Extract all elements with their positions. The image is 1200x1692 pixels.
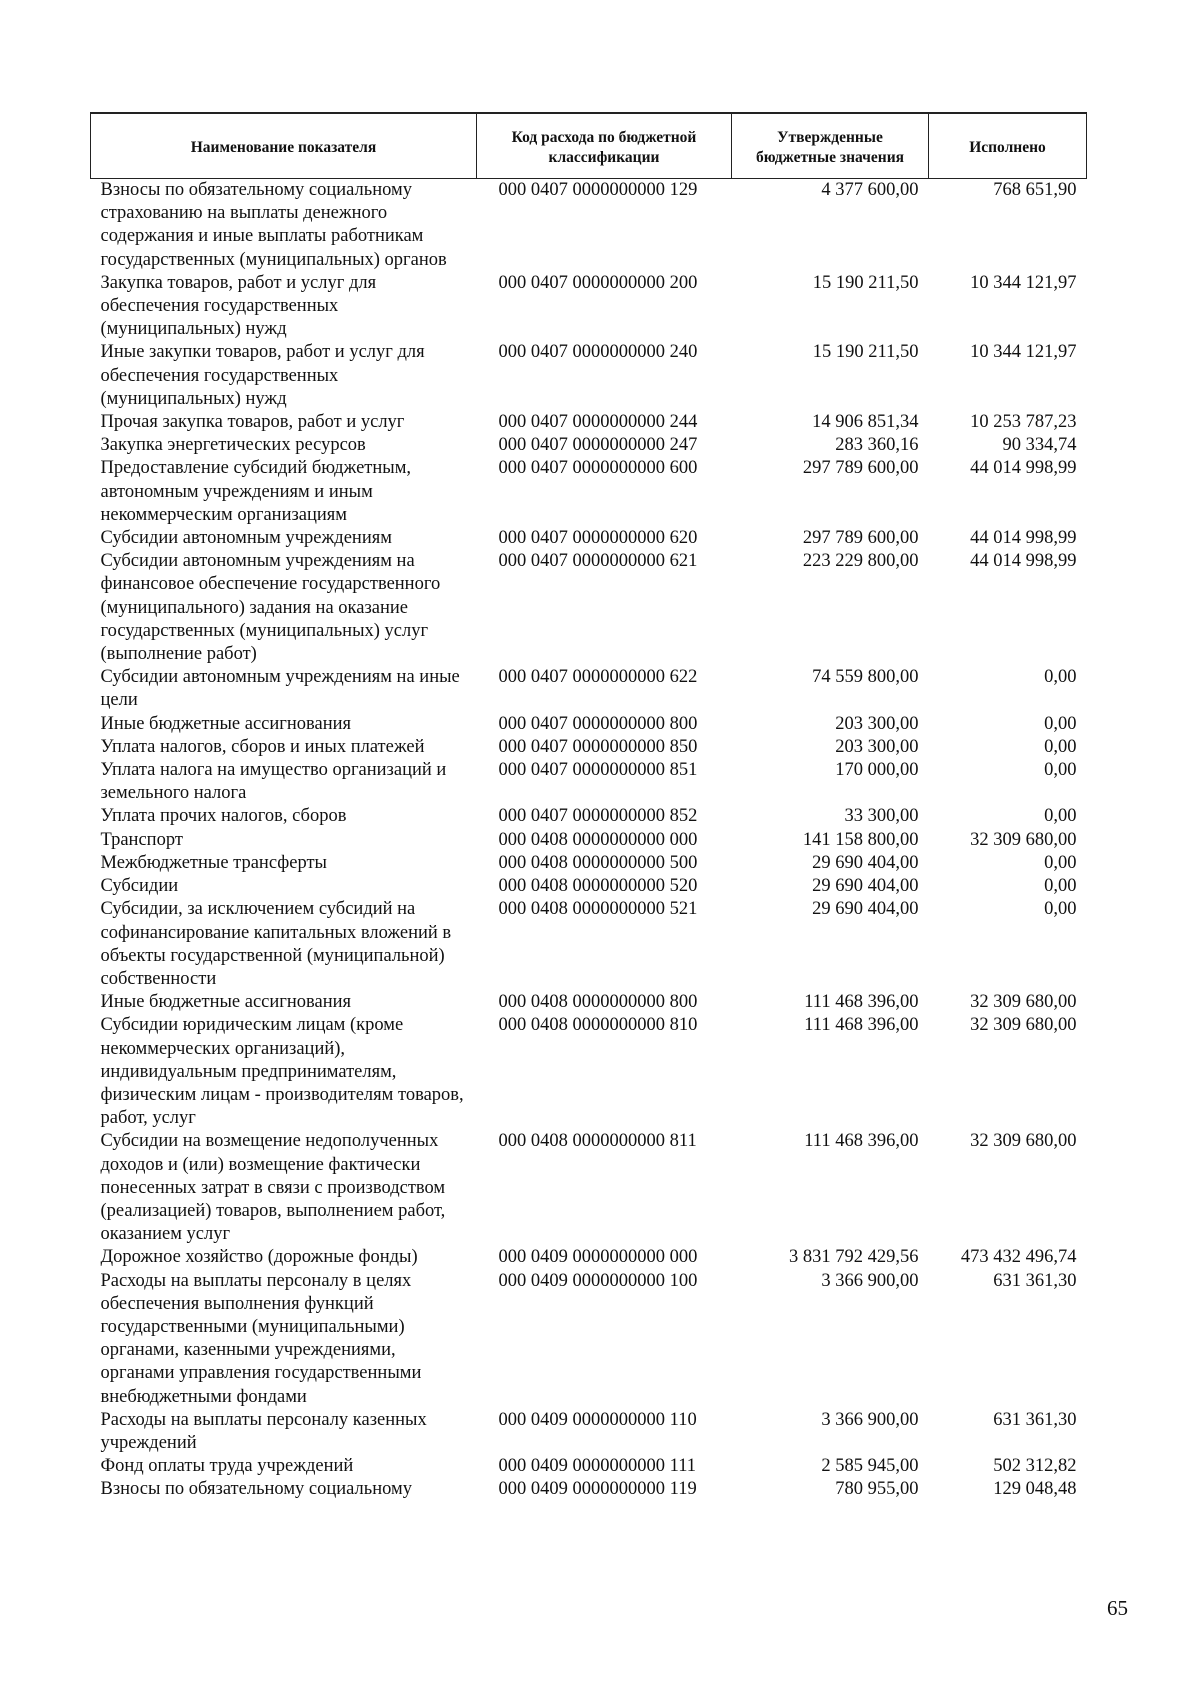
cell-name: Иные бюджетные ассигнования xyxy=(100,992,352,1013)
cell-name: Расходы на выплаты персоналу в целях обеспечения выполнения функций государственными (муниципальными) органами, казенными учреждениями, органами управления государственными внебюджетными фондами xyxy=(100,1270,422,1407)
cell-approved: 141 158 800,00 xyxy=(802,829,919,850)
cell-executed: 0,00 xyxy=(1044,876,1077,897)
cell-name: Взносы по обязательному социальному страхованию на выплаты денежного содержания и иные выплаты работникам государственных (муниципальных) органов xyxy=(100,180,447,270)
cell-name: Расходы на выплаты персоналу казенных учреждений xyxy=(100,1409,427,1453)
cell-approved: 74 559 800,00 xyxy=(812,667,919,688)
cell-code: 000 0407 0000000000 600 xyxy=(498,458,698,479)
cell-executed: 32 309 680,00 xyxy=(970,992,1077,1013)
cell-approved: 29 690 404,00 xyxy=(812,852,919,873)
table-row xyxy=(91,1455,1087,1478)
cell-executed: 0,00 xyxy=(1044,667,1077,688)
cell-approved: 33 300,00 xyxy=(844,806,919,827)
cell-name: Субсидии автономным учреждениям xyxy=(100,528,392,549)
cell-executed: 768 651,90 xyxy=(993,180,1077,200)
table-row xyxy=(91,341,1087,411)
cell-executed: 473 432 496,74 xyxy=(960,1247,1077,1268)
cell-executed: 44 014 998,99 xyxy=(970,458,1077,479)
cell-approved: 283 360,16 xyxy=(835,435,919,456)
cell-approved: 297 789 600,00 xyxy=(802,458,919,479)
cell-code: 000 0407 0000000000 621 xyxy=(498,551,698,572)
cell-name: Субсидии на возмещение недополученных доходов и (или) возмещение фактически понесенных затрат в связи с производством (реализацией) товаров, выполнением работ, оказанием услуг xyxy=(100,1131,446,1245)
table-row xyxy=(91,991,1087,1014)
cell-executed: 32 309 680,00 xyxy=(970,1015,1077,1036)
cell-code: 000 0408 0000000000 000 xyxy=(498,829,698,850)
cell-name: Предоставление субсидий бюджетным, автономным учреждениям и иным некоммерческим организациям xyxy=(100,458,412,525)
cell-approved: 223 229 800,00 xyxy=(802,551,919,572)
table-row xyxy=(91,736,1087,759)
table-body xyxy=(91,179,1087,1502)
cell-name: Субсидии xyxy=(100,876,179,897)
cell-code: 000 0408 0000000000 811 xyxy=(498,1131,697,1152)
table-header xyxy=(91,113,1087,179)
table-row xyxy=(91,1246,1087,1269)
table-row xyxy=(91,527,1087,550)
table-row xyxy=(91,829,1087,852)
cell-approved: 15 190 211,50 xyxy=(812,342,919,363)
table-row xyxy=(91,272,1087,342)
table-row xyxy=(91,179,1087,272)
cell-approved: 29 690 404,00 xyxy=(812,876,919,897)
cell-executed: 44 014 998,99 xyxy=(970,528,1077,549)
cell-name: Уплата налога на имущество организаций и земельного налога xyxy=(100,760,447,804)
cell-code: 000 0408 0000000000 521 xyxy=(498,899,698,920)
cell-executed: 0,00 xyxy=(1044,760,1077,781)
cell-executed: 129 048,48 xyxy=(993,1479,1077,1500)
table-row xyxy=(91,898,1087,991)
table-row xyxy=(91,411,1087,434)
table-row xyxy=(91,666,1087,712)
cell-name: Субсидии, за исключением субсидий на софинансирование капитальных вложений в объекты государственной (муниципальной) собственности xyxy=(100,899,452,989)
header-approved: Утвержденные бюджетные значения xyxy=(732,113,929,179)
cell-approved: 203 300,00 xyxy=(835,736,919,757)
cell-code: 000 0407 0000000000 851 xyxy=(498,760,698,781)
cell-code: 000 0407 0000000000 622 xyxy=(498,667,698,688)
cell-approved: 15 190 211,50 xyxy=(812,272,919,293)
cell-code: 000 0409 0000000000 111 xyxy=(498,1456,697,1477)
cell-name: Фонд оплаты труда учреждений xyxy=(100,1456,354,1477)
table-row xyxy=(91,550,1087,666)
cell-executed: 502 312,82 xyxy=(993,1456,1077,1477)
header-executed: Исполнено xyxy=(929,113,1087,179)
table-row xyxy=(91,457,1087,527)
cell-approved: 2 585 945,00 xyxy=(821,1456,919,1477)
cell-approved: 780 955,00 xyxy=(835,1479,919,1500)
cell-approved: 29 690 404,00 xyxy=(812,899,919,920)
table-row xyxy=(91,852,1087,875)
table-row xyxy=(91,1478,1087,1501)
cell-executed: 0,00 xyxy=(1044,806,1077,827)
cell-executed: 10 344 121,97 xyxy=(970,272,1077,293)
cell-executed: 0,00 xyxy=(1044,852,1077,873)
cell-name: Закупка энергетических ресурсов xyxy=(100,435,366,456)
cell-approved: 203 300,00 xyxy=(835,713,919,734)
header-name: Наименование показателя xyxy=(91,113,477,179)
cell-approved: 4 377 600,00 xyxy=(821,180,919,200)
cell-executed: 0,00 xyxy=(1044,736,1077,757)
cell-code: 000 0409 0000000000 000 xyxy=(498,1247,698,1268)
cell-name: Дорожное хозяйство (дорожные фонды) xyxy=(100,1247,418,1268)
cell-name: Иные закупки товаров, работ и услуг для обеспечения государственных (муниципальных) нужд xyxy=(100,342,425,409)
cell-code: 000 0409 0000000000 119 xyxy=(498,1479,697,1500)
cell-code: 000 0409 0000000000 110 xyxy=(498,1409,697,1430)
table-row xyxy=(91,434,1087,457)
cell-code: 000 0408 0000000000 520 xyxy=(498,876,698,897)
cell-approved: 3 366 900,00 xyxy=(821,1270,919,1291)
cell-executed: 10 344 121,97 xyxy=(970,342,1077,363)
cell-code: 000 0407 0000000000 247 xyxy=(498,435,698,456)
cell-executed: 90 334,74 xyxy=(1002,435,1077,456)
cell-code: 000 0407 0000000000 129 xyxy=(498,180,698,200)
cell-name: Взносы по обязательному социальному xyxy=(100,1479,412,1500)
cell-approved: 170 000,00 xyxy=(835,760,919,781)
cell-code: 000 0409 0000000000 100 xyxy=(498,1270,698,1291)
cell-code: 000 0407 0000000000 850 xyxy=(498,736,698,757)
cell-code: 000 0408 0000000000 810 xyxy=(498,1015,698,1036)
table-row xyxy=(91,875,1087,898)
cell-name: Транспорт xyxy=(100,829,183,850)
cell-name: Субсидии автономным учреждениям на иные цели xyxy=(100,667,460,711)
cell-executed: 32 309 680,00 xyxy=(970,1131,1077,1152)
cell-executed: 32 309 680,00 xyxy=(970,829,1077,850)
table-row xyxy=(91,1409,1087,1455)
cell-executed: 0,00 xyxy=(1044,713,1077,734)
cell-approved: 111 468 396,00 xyxy=(804,1015,919,1036)
table-row xyxy=(91,713,1087,736)
cell-code: 000 0407 0000000000 240 xyxy=(498,342,698,363)
budget-table xyxy=(90,112,1087,1502)
cell-approved: 14 906 851,34 xyxy=(812,412,919,433)
cell-code: 000 0407 0000000000 620 xyxy=(498,528,698,549)
table-row xyxy=(91,1014,1087,1130)
header-code: Код расхода по бюджетной классификации xyxy=(477,113,732,179)
cell-code: 000 0408 0000000000 800 xyxy=(498,992,698,1013)
cell-name: Иные бюджетные ассигнования xyxy=(100,713,352,734)
cell-approved: 3 366 900,00 xyxy=(821,1409,919,1430)
table-row xyxy=(91,1270,1087,1409)
table-row xyxy=(91,805,1087,828)
cell-code: 000 0408 0000000000 500 xyxy=(498,852,698,873)
cell-code: 000 0407 0000000000 852 xyxy=(498,806,698,827)
cell-name: Субсидии юридическим лицам (кроме некоммерческих организаций), индивидуальным предпринимателям, физическим лицам - производителям товаров, работ, услуг xyxy=(100,1015,464,1129)
table-row xyxy=(91,759,1087,805)
cell-approved: 297 789 600,00 xyxy=(802,528,919,549)
cell-executed: 44 014 998,99 xyxy=(970,551,1077,572)
cell-name: Межбюджетные трансферты xyxy=(100,852,327,873)
cell-code: 000 0407 0000000000 800 xyxy=(498,713,698,734)
cell-executed: 631 361,30 xyxy=(993,1270,1077,1291)
page-number: 65 xyxy=(1107,1596,1128,1620)
cell-executed: 0,00 xyxy=(1044,899,1077,920)
cell-code: 000 0407 0000000000 244 xyxy=(498,412,698,433)
table-row xyxy=(91,1130,1087,1246)
cell-executed: 631 361,30 xyxy=(993,1409,1077,1430)
cell-approved: 111 468 396,00 xyxy=(804,992,919,1013)
cell-executed: 10 253 787,23 xyxy=(970,412,1077,433)
cell-name: Уплата прочих налогов, сборов xyxy=(100,806,347,827)
cell-approved: 3 831 792 429,56 xyxy=(789,1247,919,1268)
cell-code: 000 0407 0000000000 200 xyxy=(498,272,698,293)
cell-name: Прочая закупка товаров, работ и услуг xyxy=(100,412,405,433)
cell-approved: 111 468 396,00 xyxy=(804,1131,919,1152)
cell-name: Закупка товаров, работ и услуг для обеспечения государственных (муниципальных) нужд xyxy=(100,272,377,340)
cell-name: Субсидии автономным учреждениям на финансовое обеспечение государственного (муниципального) задания на оказание государственных (муниципальных) услуг (выполнение работ) xyxy=(100,551,441,665)
cell-name: Уплата налогов, сборов и иных платежей xyxy=(100,736,425,757)
